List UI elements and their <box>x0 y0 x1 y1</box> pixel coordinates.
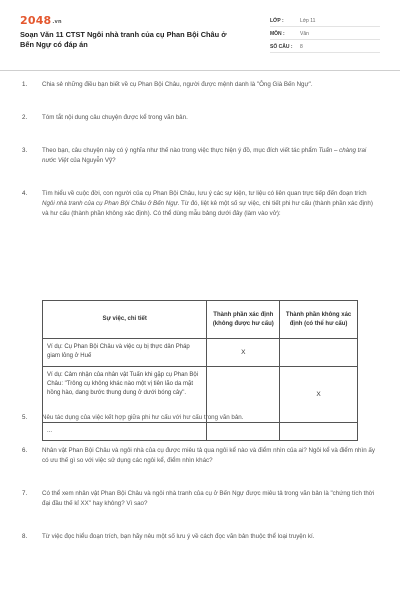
meta-info <box>270 14 380 53</box>
column-header-undefined: Thành phần không xác định (có thể hư cấu) <box>280 301 358 339</box>
table-row <box>43 339 358 367</box>
question-text: Chia sẻ những điều bạn biết về cụ Phan Bội Châu, người được mệnh danh là "Ông Già Bến Ngự". <box>42 81 313 88</box>
question-2 <box>22 113 380 123</box>
question-text-part: của Nguyễn Vỹ? <box>68 157 116 164</box>
question-number: 1. <box>22 81 28 88</box>
table-header-row <box>43 301 358 339</box>
meta-subject-value: Văn <box>300 31 309 37</box>
table-cell-defined <box>207 423 280 441</box>
question-text-part: Tìm hiểu về cuộc đời, con người của cụ Phan Bội Châu, lưu ý các sự kiện, tư liệu có liên quan trực tiếp đến đoạn trích <box>42 190 367 197</box>
question-number: 5. <box>22 414 28 421</box>
meta-class-label: LỚP : <box>270 18 284 24</box>
question-text: Nêu tác dụng của việc kết hợp giữa phi hư cấu với hư cấu trong văn bản. <box>42 414 244 421</box>
question-number: 2. <box>22 114 28 121</box>
meta-class-row <box>270 14 380 27</box>
question-text: Có thể xem nhân vật Phan Bội Châu và ngôi nhà tranh của cụ ở Bến Ngự được miêu tả trong văn bản là "chứng tích thời đại đầu thế kỉ XX" hay không? Vì sao? <box>42 490 375 507</box>
question-4 <box>22 189 380 219</box>
meta-subject-label: MÔN : <box>270 31 285 37</box>
table-cell-defined: X <box>207 339 280 367</box>
events-table <box>42 300 358 441</box>
question-number: 6. <box>22 447 28 454</box>
question-number: 4. <box>22 190 28 197</box>
site-logo[interactable] <box>20 14 62 27</box>
question-text: Tóm tắt nội dung câu chuyện được kể trong văn bản. <box>42 114 188 121</box>
table-row <box>43 423 358 441</box>
meta-count-label: SỐ CÂU : <box>270 44 293 50</box>
question-number: 7. <box>22 490 28 497</box>
column-header-event: Sự việc, chi tiết <box>43 301 207 339</box>
logo-main-text: 2048 <box>20 14 52 27</box>
table-cell-event: ... <box>43 423 207 441</box>
table-cell-event: Ví dụ: Cụ Phan Bội Châu và việc cụ bị thực dân Pháp giam lỏng ở Huế <box>43 339 207 367</box>
logo-sub-text: .vn <box>52 19 62 25</box>
question-text: Nhân vật Phan Bội Châu và ngôi nhà của cụ được miêu tả qua ngôi kể nào và điểm nhìn của ai? Ngôi kể và điểm nhìn ấy có ưu thế gì so với việc sử dụng các ngôi kể, điểm nhìn khác? <box>42 447 375 464</box>
question-3 <box>22 146 380 166</box>
question-1 <box>22 80 380 90</box>
question-text-part: Theo bạn, câu chuyện này có ý nghĩa như thế nào trong việc thực hiện ý đồ, mục đích viết tác phẩm <box>42 147 319 154</box>
table-row <box>43 367 358 423</box>
table-cell-undefined <box>280 423 358 441</box>
meta-count-value: 8 <box>300 44 303 50</box>
question-text: Từ việc đọc hiểu đoạn trích, bạn hãy nêu một số lưu ý về cách đọc văn bản thuộc thể loại truyện kí. <box>42 533 315 540</box>
table-cell-event: Ví dụ: Cảm nhận của nhân vật Tuấn khi gặp cụ Phan Bội Châu: "Trông cụ không khác nào một vị tiên lão da mặt hồng hào, dang bước thung dung ở dưới bóng cây". <box>43 367 207 423</box>
table-cell-defined <box>207 367 280 423</box>
header <box>20 14 380 62</box>
meta-class-value: Lớp 11 <box>300 18 316 24</box>
question-6 <box>22 446 380 466</box>
meta-count-row <box>270 40 380 53</box>
work-title: Tuấn – chàng trai nước Việt <box>42 147 367 164</box>
work-title: Ngôi nhà tranh của cụ Phan Bội Châu ở Bến Ngự <box>42 200 178 207</box>
question-7 <box>22 489 380 509</box>
question-number: 3. <box>22 147 28 154</box>
meta-subject-row <box>270 27 380 40</box>
question-number: 8. <box>22 533 28 540</box>
column-header-defined: Thành phần xác định (không được hư cấu) <box>207 301 280 339</box>
question-text <box>42 189 378 219</box>
question-text-part: . Từ đó, liệt kê một số sự việc, chi tiết phi hư cấu (thành phần xác định) và hư cấu (thành phần không xác định). Có thể dùng mẫu bảng dưới đây (làm vào vở): <box>42 200 373 217</box>
table-cell-undefined <box>280 339 358 367</box>
header-divider <box>0 70 400 71</box>
table-cell-undefined: X <box>280 367 358 423</box>
document-title: Soạn Văn 11 CTST Ngôi nhà tranh của cụ Phan Bội Châu ở Bến Ngự có đáp án <box>20 30 227 49</box>
question-text <box>42 146 378 166</box>
question-8 <box>22 532 380 542</box>
